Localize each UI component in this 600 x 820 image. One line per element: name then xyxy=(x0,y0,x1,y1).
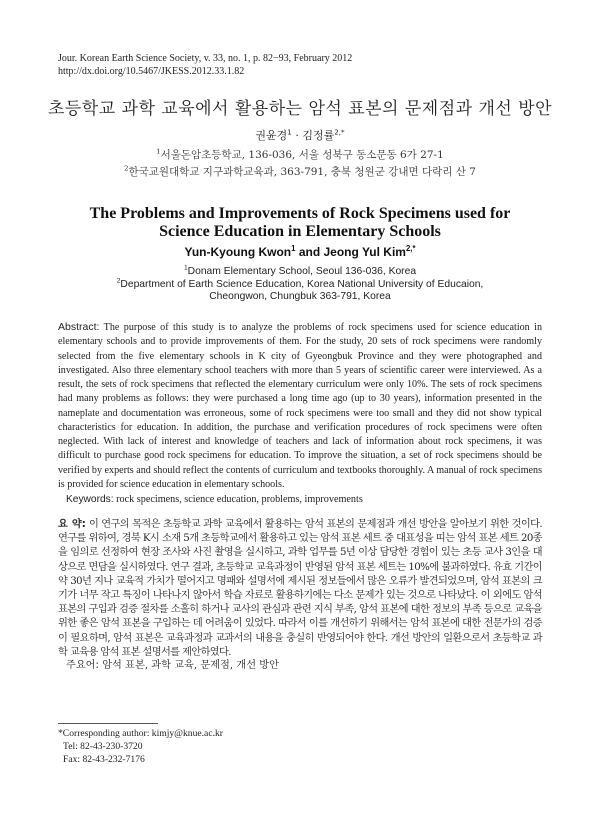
korean-author-separator: · xyxy=(291,129,303,142)
korean-affiliation-1-sup: 1 xyxy=(156,147,161,156)
footnote-fax: Fax: 82-43-232-7176 xyxy=(63,753,145,765)
english-authors xyxy=(0,245,600,259)
journal-doi[interactable]: http://dx.doi.org/10.5467/JKESS.2012.33.1.82 xyxy=(58,66,245,77)
footnote-tel: Tel: 82-43-230-3720 xyxy=(63,740,143,752)
korean-title: 초등학교 과학 교육에서 활용하는 암석 표본의 문제점과 개선 방안 xyxy=(47,99,553,119)
korean-affiliation-1-text: 서울돈암초등학교, 136-036, 서울 성북구 동소문동 6가 27-1 xyxy=(160,149,444,161)
korean-abstract-label: 요 약: xyxy=(58,519,86,530)
english-title xyxy=(60,205,540,241)
english-affiliations xyxy=(0,266,600,304)
english-affiliation-2-line-1: Department of Earth Science Education, Korea National University of Educaion, xyxy=(120,278,484,290)
english-author-conjunction: and xyxy=(295,245,324,259)
footnote xyxy=(58,728,223,766)
korean-keywords-text: 암석 표본, 과학 교육, 문제점, 개선 방안 xyxy=(102,660,279,671)
english-author-2: Jeong Yul Kim xyxy=(323,245,406,259)
korean-affiliation-2 xyxy=(0,164,600,179)
english-affiliation-1-text: Donam Elementary School, Seoul 136-036, Korea xyxy=(187,266,417,277)
footnote-divider xyxy=(58,723,158,724)
english-affiliation-2-line-2: Cheongwon, Chungbuk 363-791, Korea xyxy=(209,291,391,303)
korean-keywords-label: 주요어: xyxy=(66,660,99,671)
english-author-1: Yun-Kyoung Kwon xyxy=(184,245,292,259)
korean-abstract xyxy=(58,518,542,660)
english-author-2-sup: 2,* xyxy=(405,244,416,253)
english-affiliation-2 xyxy=(0,279,600,292)
english-affiliation-2-sup: 2 xyxy=(116,277,121,285)
english-title-line-2: Science Education in Elementary Schools xyxy=(159,223,441,240)
korean-author-1: 권윤경 xyxy=(255,129,288,142)
keywords-label: Keywords: xyxy=(66,494,114,505)
korean-authors xyxy=(0,127,600,143)
korean-author-1-sup: 1 xyxy=(287,127,292,137)
english-affiliation-1-sup: 1 xyxy=(183,264,188,272)
korean-affiliation-1 xyxy=(0,147,600,162)
keywords-text: rock specimens, science education, problems, improvements xyxy=(116,494,363,505)
korean-affiliation-2-sup: 2 xyxy=(124,164,129,173)
korean-abstract-text: 이 연구의 목적은 초등학교 과학 교육에서 활용하는 암석 표본의 문제점과 개선 방안을 알아보기 위한 것이다. 연구를 위하여, 경북 K시 소재 5개 초등학교에서 활용하고 있는 암석 표본 세트 중 대표성을 띠는 암석 표본 세트 20종을 임의로 선정하여 현장 조사와 사진 촬영을 실시하고, 과학 업무를 5년 이상 담당한 경험이 있는 초등 교사 3인을 대상으로 면담을 실시하였다. 연구 결과, 초등학교 교육과정이 반영된 암석 표본 세트는 10%에 불과하였다. 유효 기간이 약 30년 지나 교육적 가치가 떨어지고 명패와 설명서에 제시된 정보들에서 많은 오류가 발견되었으며, 암석 표본의 크기가 너무 작고 특징이 나타나지 않아서 학습 자료로 활용하기에는 다소 문제가 있는 것으로 나타났다. 이 외에도 암석 표본의 구입과 검증 절차를 소홀히 하거나 교사의 관심과 관련 지식 부족, 암석 표본에 대한 정보의 부족 등으로 교육을 위한 좋은 암석 표본을 구입하는 데 어려움이 있었다. 따라서 이를 개선하기 위해서는 암석 표본에 대한 전문가의 검증이 필요하며, 암석 표본은 교육과정과 교과서의 내용을 충실히 반영되어야 한다. 개선 방안의 일환으로서 초등학교 과학 교육용 암석 표본 설명서를 제안하였다. xyxy=(58,519,542,658)
korean-author-2-sup: 2,* xyxy=(334,127,345,137)
english-affiliation-1 xyxy=(0,266,600,279)
english-keywords xyxy=(66,494,546,505)
footnote-corresponding: *Corresponding author: kimjy@knue.ac.kr xyxy=(58,728,223,739)
english-abstract xyxy=(58,320,542,492)
journal-citation: Jour. Korean Earth Science Society, v. 33, no. 1, p. 82−93, February 2012 xyxy=(58,53,353,64)
english-author-1-sup: 1 xyxy=(291,244,296,253)
korean-author-2: 김정률 xyxy=(302,129,335,142)
korean-keywords xyxy=(66,656,546,671)
korean-affiliation-2-text: 한국교원대학교 지구과학교육과, 363-791, 충북 청원군 강내면 다락리 산 7 xyxy=(128,166,476,178)
abstract-label: Abstract: xyxy=(58,321,100,333)
journal-header xyxy=(58,52,352,78)
english-title-line-1: The Problems and Improvements of Rock Specimens used for xyxy=(89,205,511,222)
abstract-text: The purpose of this study is to analyze the problems of rock specimens used for science education in elementary schools and to provide improvements of them. For the study, 20 sets of rock specimens were randomly selected from the five elementary schools in K city of Gyeongbuk Province and they were photographed and investigated. Also three elementary school teachers with more than 5 years of scientific career were interviewed. As a result, the sets of rock specimens that reflected the elementary curriculum were only 10%. The sets of rock specimens had many problems as follows: they were purchased a long time ago (up to 30 years), information presented in the nameplate and documentation was erroneous, some of rock specimens were too small and they did not show typical characteristics for education. In addition, the purchase and verification procedures of rock specimens were often neglected. With lack of interest and knowledge of teachers and lack of information about rock specimens, it was difficult to purchase good rock specimens for education. To improve the situation, a set of rock specimens should be verified by experts and should reflect the contents of curriculum and textbooks thoroughly. A manual of rock specimens is provided for science education in elementary schools. xyxy=(58,322,542,490)
